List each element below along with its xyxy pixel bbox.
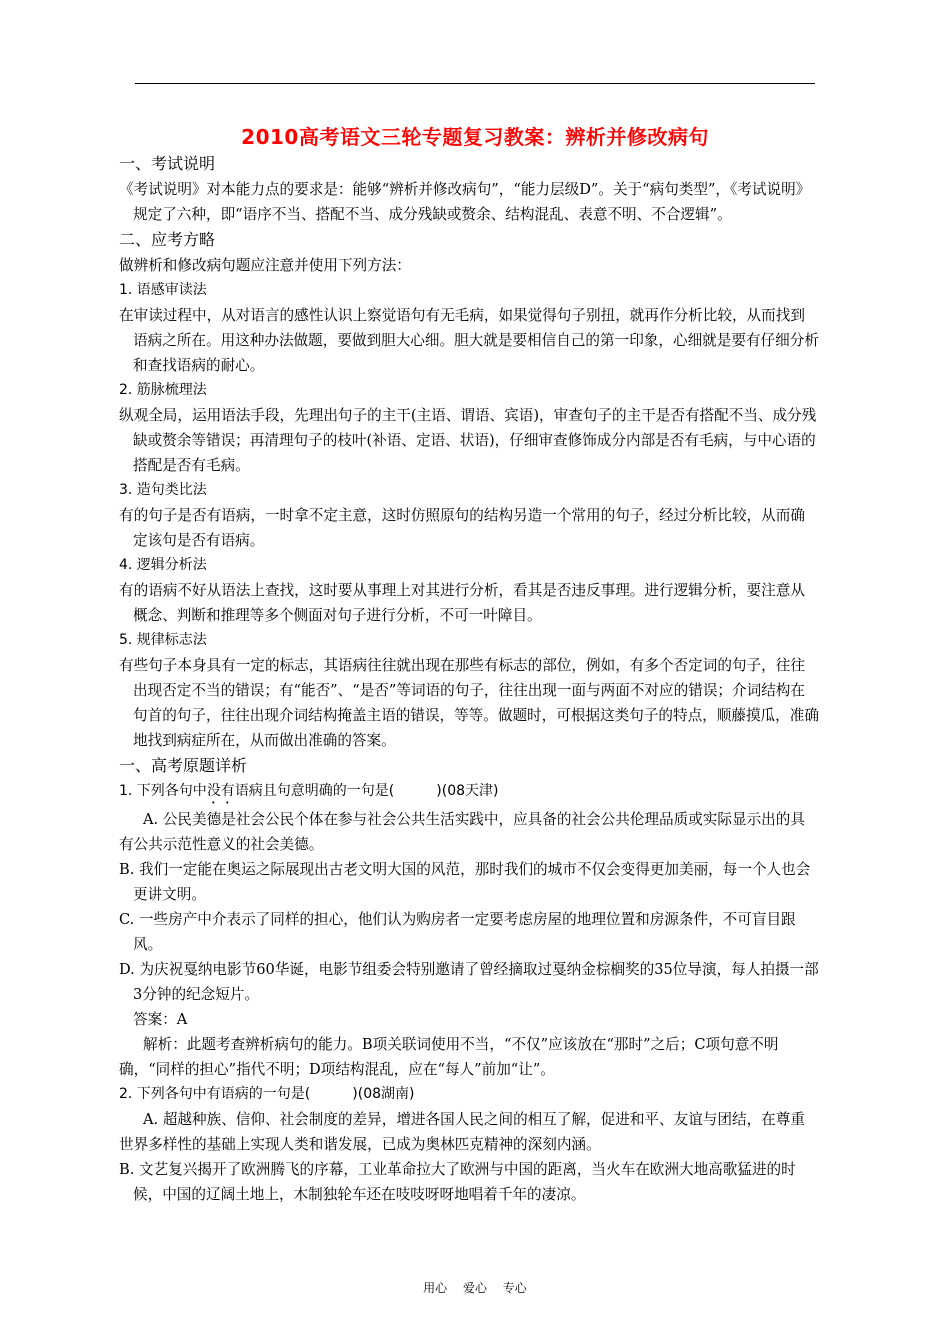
method-text: 有的句子是否有语病，一时拿不定主意，这时仿照原句的结构另造一个常用的句子，经过分析比较，从而确定该句是否有语病。 bbox=[119, 507, 805, 549]
question-1-stem bbox=[119, 779, 819, 807]
document-title: 2010高考语文三轮专题复习教案：辨析并修改病句 bbox=[241, 125, 709, 149]
question-1-option-b: B. 我们一定能在奥运之际展现出古老文明大国的风范，那时我们的城市不仅会变得更加美丽，每一个人也会更讲文明。 bbox=[119, 861, 811, 903]
section-heading-exam-notes: 一、考试说明 bbox=[119, 154, 216, 173]
section-heading-strategy: 二、应考方略 bbox=[119, 230, 216, 249]
method-text: 有的语病不好从语法上查找，这时要从事理上对其进行分析，看其是否违反事理。进行逻辑分析，要注意从概念、判断和推理等多个侧面对句子进行分析，不可一叶障目。 bbox=[119, 582, 805, 624]
method-text: 纵观全局，运用语法手段，先理出句子的主干(主语、谓语、宾语)，审查句子的主干是否有搭配不当、成分残缺或赘余等错误；再清理句子的枝叶(补语、定语、状语)，仔细审查修饰成分内部是否有毛病，与中心语的搭配是否有毛病。 bbox=[119, 407, 817, 474]
section-heading-exam-questions: 一、高考原题详析 bbox=[119, 756, 248, 775]
question-1-stem-post: 语病且句意明确的一句是( )(08天津) bbox=[234, 783, 499, 799]
method-title: 3. 造句类比法 bbox=[119, 482, 207, 498]
method-title: 5. 规律标志法 bbox=[119, 632, 207, 648]
question-1-stem-pre: 1. 下列各句中 bbox=[119, 783, 207, 799]
method-text: 有些句子本身具有一定的标志，其语病往往就出现在那些有标志的部位，例如，有多个否定词的句子，往往出现否定不当的错误；有“能否”、“是否”等词语的句子，往往出现一面与两面不对应的错误；介词结构在句首的句子，往往出现介词结构掩盖主语的错误，等等。做题时，可根据这类句子的特点，顺藤摸瓜，准确地找到病症所在，从而做出准确的答案。 bbox=[119, 657, 819, 749]
page-footer: 用心 爱心 专心 bbox=[423, 1281, 527, 1295]
question-1-emphasis: 没有 bbox=[206, 783, 235, 799]
question-1-analysis: 解析：此题考查辨析病句的能力。B项关联词使用不当，“不仅”应该放在“那时”之后；C项句意不明确，“同样的担心”指代不明；D项结构混乱，应在“每人”前加“让”。 bbox=[119, 1036, 779, 1078]
question-2-option-b: B. 文艺复兴揭开了欧洲腾飞的序幕，工业革命拉大了欧洲与中国的距离，当火车在欧洲大地高歌猛进的时候，中国的辽阔土地上，木制独轮车还在吱吱呀呀地唱着千年的凄凉。 bbox=[119, 1161, 796, 1203]
question-1-answer: 答案：A bbox=[133, 1011, 188, 1028]
method-title: 4. 逻辑分析法 bbox=[119, 557, 207, 573]
method-text: 在审读过程中，从对语言的感性认识上察觉语句有无毛病，如果觉得句子别扭，就再作分析比较，从而找到语病之所在。用这种办法做题，要做到胆大心细。胆大就是要相信自己的第一印象，心细就是要有仔细分析和查找语病的耐心。 bbox=[119, 307, 819, 374]
question-2-option-a: A. 超越种族、信仰、社会制度的差异，增进各国人民之间的相互了解，促进和平、友谊与团结，在尊重世界多样性的基础上实现人类和谐发展，已成为奥林匹克精神的深刻内涵。 bbox=[119, 1111, 805, 1153]
question-1-option-d: D. 为庆祝戛纳电影节60华诞，电影节组委会特别邀请了曾经摘取过戛纳金棕榈奖的35位导演，每人拍摄一部3分钟的纪念短片。 bbox=[119, 961, 819, 1003]
method-title: 2. 筋脉梳理法 bbox=[119, 382, 207, 398]
header-rule bbox=[135, 83, 815, 84]
exam-notes-paragraph: 《考试说明》对本能力点的要求是：能够“辨析并修改病句”，“能力层级D”。关于“病句类型”，《考试说明》规定了六种，即“语序不当、搭配不当、成分残缺或赘余、结构混乱、表意不明、不合逻辑”。 bbox=[119, 181, 811, 223]
document-body bbox=[119, 151, 819, 1207]
strategy-intro: 做辨析和修改病句题应注意并使用下列方法： bbox=[119, 257, 411, 274]
question-1-option-a: A. 公民美德是社会公民个体在参与社会公共生活实践中，应具备的社会公共伦理品质或实际显示出的具有公共示范性意义的社会美德。 bbox=[119, 811, 805, 853]
method-title: 1. 语感审读法 bbox=[119, 282, 207, 298]
question-1-option-c: C. 一些房产中介表示了同样的担心，他们认为购房者一定要考虑房屋的地理位置和房源条件，不可盲目跟风。 bbox=[119, 911, 796, 953]
question-2-stem: 2. 下列各句中有语病的一句是( )(08湖南) bbox=[119, 1086, 415, 1102]
